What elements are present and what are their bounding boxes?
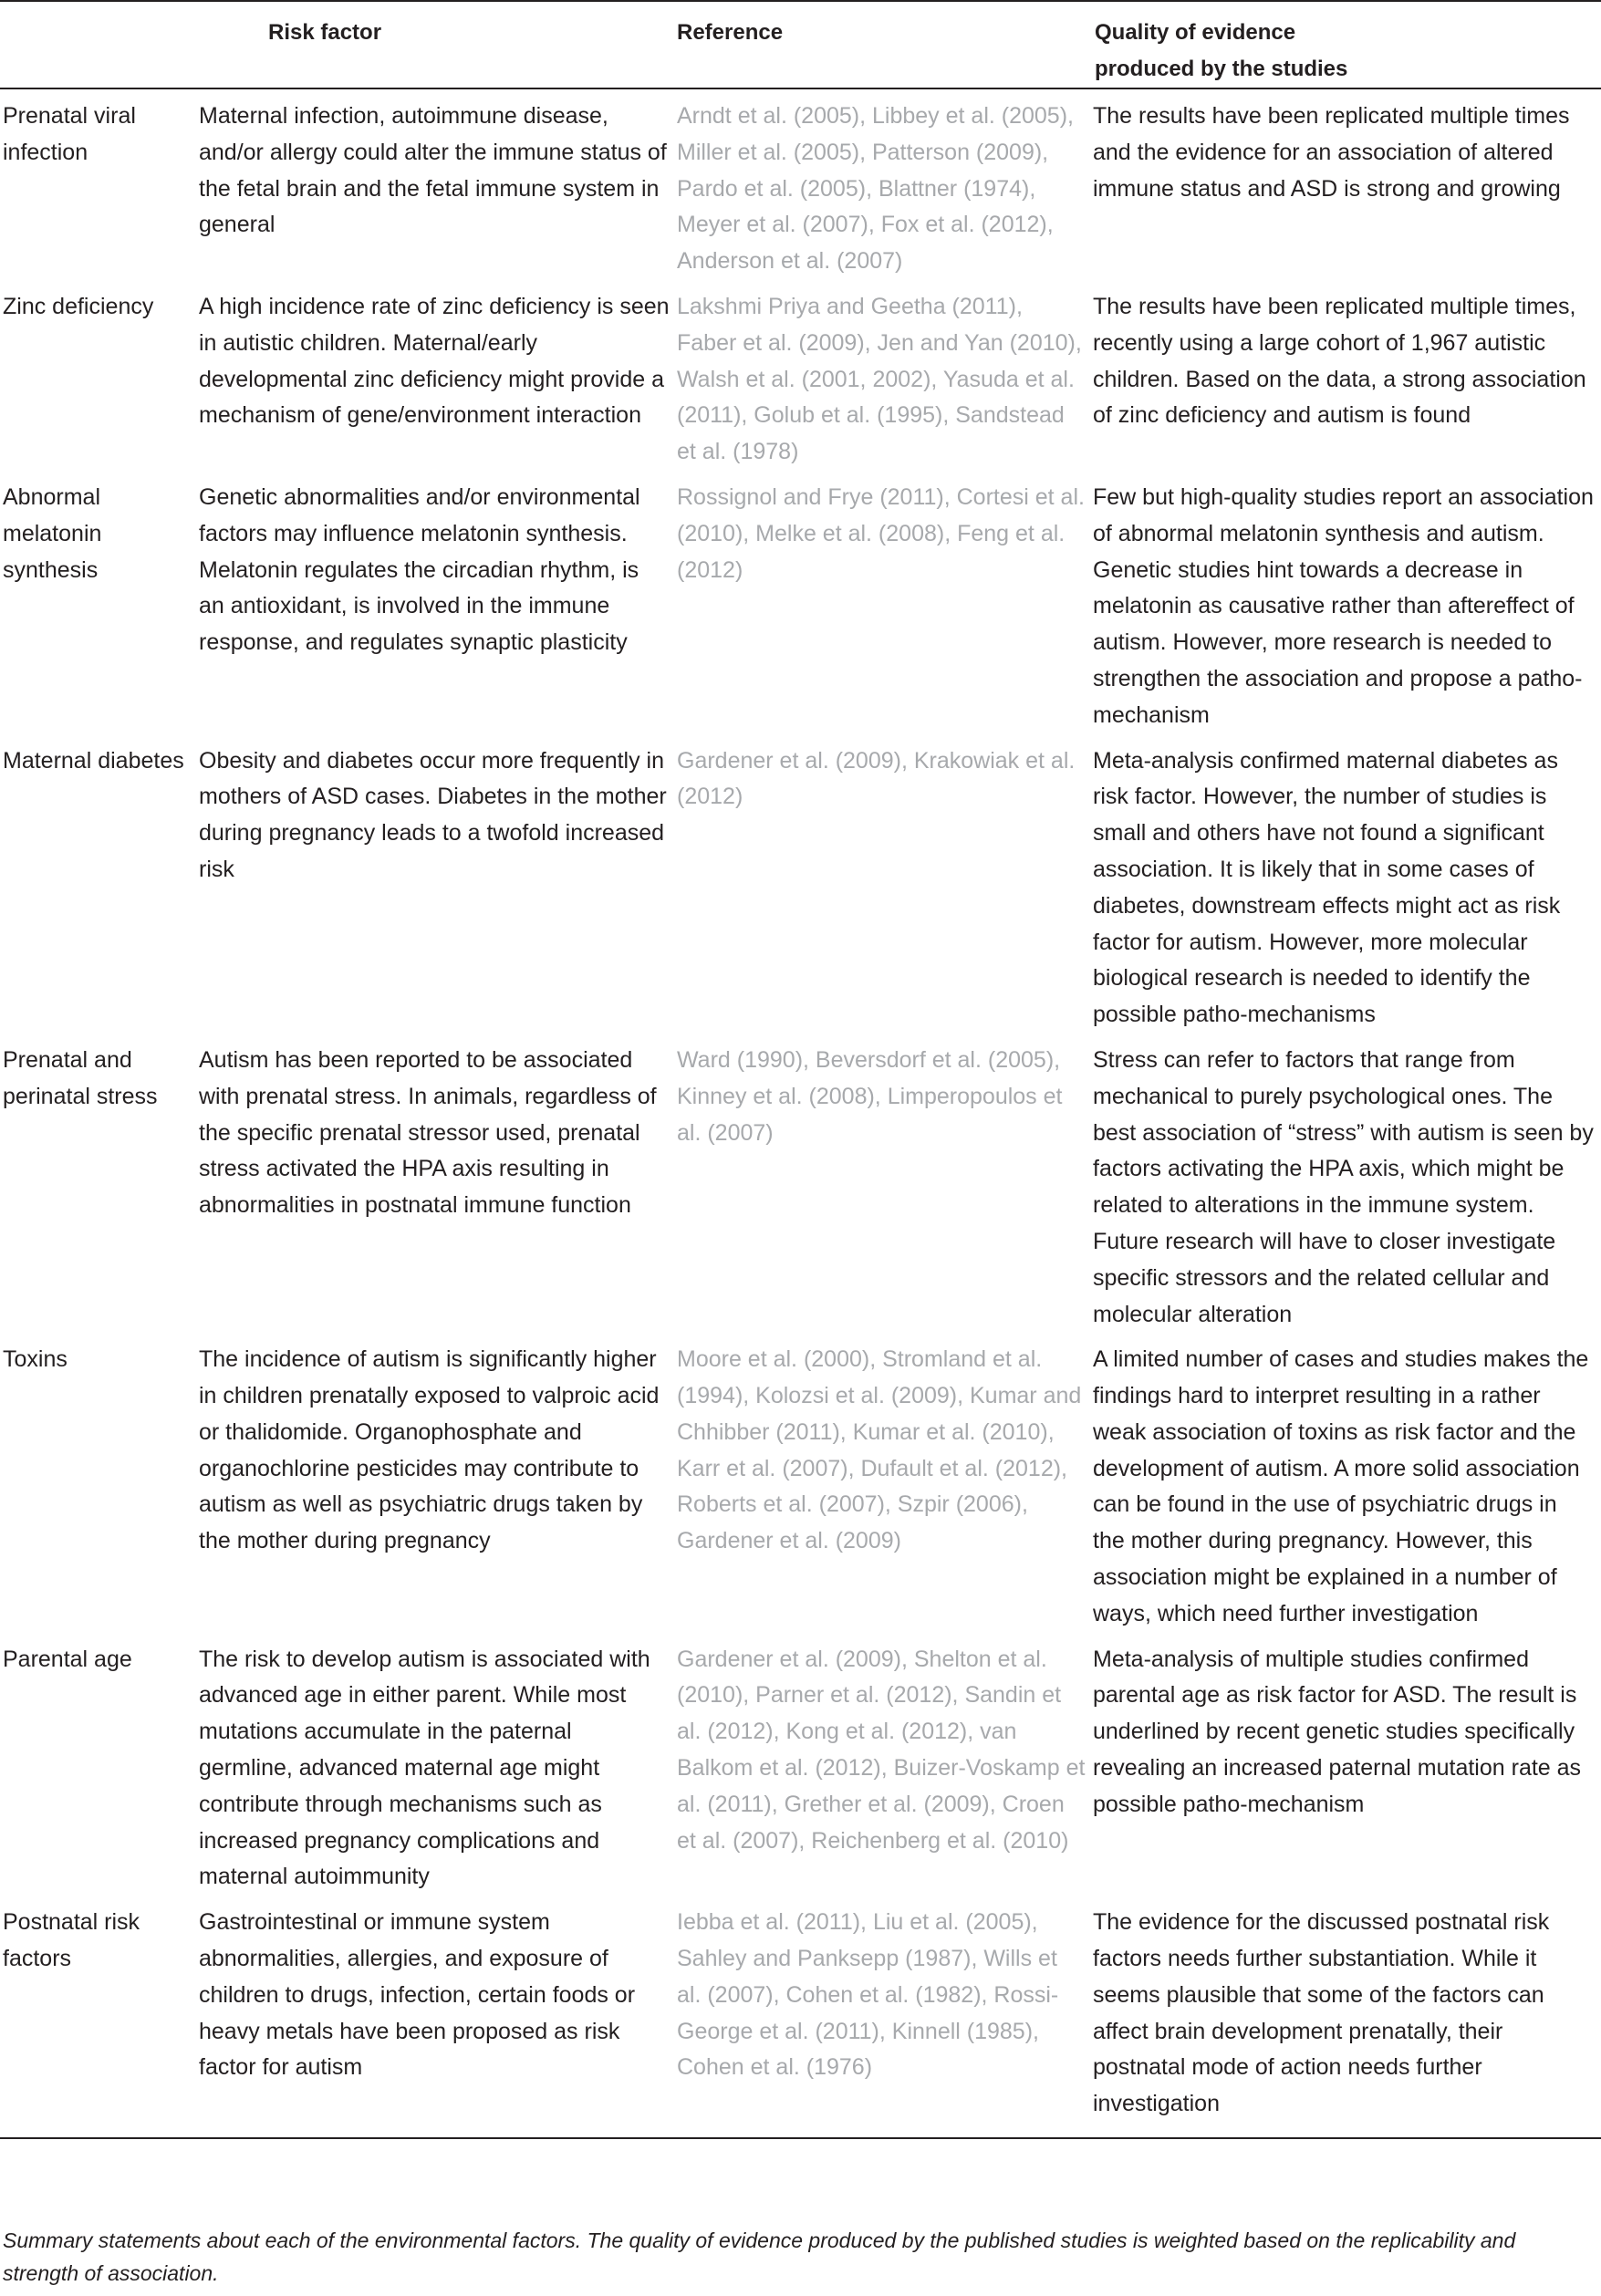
table-row (0, 280, 1601, 471)
reference-cell: Lakshmi Priya and Geetha (2011), Faber et al. (2009), Jen and Yan (2010), Walsh et al. (2001, 2002), Yasuda et al. (2011), Golub et al. (1995), Sandstead et al. (1978) (677, 293, 1082, 465)
table-row (0, 88, 1601, 280)
risk-description-cell: Obesity and diabetes occur more frequently in mothers of ASD cases. Diabetes in the mother during pregnancy leads to a twofold increased risk (199, 747, 667, 882)
factor-cell: Abnormal melatonin synthesis (3, 483, 102, 583)
risk-description-cell: The risk to develop autism is associated with advanced age in either parent. While most mutations accumulate in the paternal germline, advanced maternal age might contribute through mechanisms such as increased pregnancy complications and maternal autoimmunity (199, 1646, 650, 1890)
reference-cell: Moore et al. (2000), Stromland et al. (1994), Kolozsi et al. (2009), Kumar and Chhibber (2011), Kumar et al. (2010), Karr et al. (2007), Dufault et al. (2012), Roberts et al. (2007), Szpir (2006), Gardener et al. (2009) (677, 1346, 1082, 1554)
quality-of-evidence-cell: Meta-analysis of multiple studies confirmed parental age as risk factor for ASD. The result is underlined by recent genetic studies specifically revealing an increased paternal mutation rate as possible patho-mechanism (1093, 1646, 1582, 1817)
factor-cell: Toxins (3, 1346, 68, 1373)
table-row (0, 1633, 1601, 1896)
factor-cell: Prenatal viral infection (3, 103, 136, 165)
table-row (0, 1896, 1601, 2138)
quality-of-evidence-cell: A limited number of cases and studies makes the findings hard to interpret resulting in a rather weak association of toxins as risk factor and the development of autism. A more solid association can be found in the use of psychiatric drugs in the mother during pregnancy. However, this association might be explained in a number of ways, which need further investigation (1093, 1346, 1589, 1626)
factor-cell: Parental age (3, 1646, 132, 1672)
header-reference: Reference (677, 1, 1093, 88)
reference-cell: Iebba et al. (2011), Liu et al. (2005), Sahley and Panksepp (1987), Wills et al. (2007), Cohen et al. (1982), Rossi-George et al. (2011), Kinnell (1985), Cohen et al. (1976) (677, 1896, 1093, 2138)
table-body (0, 88, 1601, 2138)
header-factor (0, 1, 199, 88)
risk-description-cell: A high incidence rate of zinc deficiency is seen in autistic children. Maternal/early developmental zinc deficiency might provide a mechanism of gene/environment interaction (199, 293, 670, 429)
table-caption: Summary statements about each of the environmental factors. The quality of evidence produced by the published studies is weighted based on the replicability and strength of association. (3, 2228, 1516, 2285)
factor-cell: Zinc deficiency (3, 293, 154, 319)
reference-cell: Rossignol and Frye (2011), Cortesi et al. (2010), Melke et al. (2008), Feng et al. (2012) (677, 483, 1085, 583)
header-risk-factor: Risk factor (199, 1, 677, 88)
quality-of-evidence-cell: The evidence for the discussed postnatal risk factors needs further substantiation. While it seems plausible that some of the factors can affect brain development prenatally, their postnatal mode of action needs further investigation (1093, 1896, 1601, 2138)
risk-description-cell: Autism has been reported to be associated with prenatal stress. In animals, regardless of the specific prenatal stressor used, prenatal stress activated the HPA axis resulting in abnormalities in postnatal immune function (199, 1046, 657, 1219)
reference-cell: Gardener et al. (2009), Shelton et al. (2010), Parner et al. (2012), Sandin et al. (2012), Kong et al. (2012), van Balkom et al. (2012), Buizer-Voskamp et al. (2011), Grether et al. (2009), Croen et al. (2007), Reichenberg et al. (2010) (677, 1646, 1086, 1854)
quality-of-evidence-cell: The results have been replicated multiple times and the evidence for an association of altered immune status and ASD is strong and growing (1093, 103, 1570, 202)
header-row (0, 1, 1601, 88)
table-row (0, 1034, 1601, 1333)
table-row (0, 734, 1601, 1034)
factor-cell: Prenatal and perinatal stress (3, 1046, 158, 1109)
reference-cell: Arndt et al. (2005), Libbey et al. (2005), Miller et al. (2005), Patterson (2009), Pardo et al. (2005), Blattner (1974), Meyer et al. (2007), Fox et al. (2012), Anderson et al. (2007) (677, 103, 1074, 275)
quality-of-evidence-cell: Stress can refer to factors that range from mechanical to purely psychological ones. The best association of “stress” with autism is seen by factors activating the HPA axis, which might be related to alterations in the immune system. Future research will have to closer investigate specific stressors and the related cellular and molecular alteration (1093, 1046, 1594, 1327)
quality-of-evidence-cell: Few but high-quality studies report an association of abnormal melatonin synthesis and autism. Genetic studies hint towards a decrease in melatonin as causative rather than aftereffect of autism. However, more research is needed to strengthen the association and propose a patho-mechanism (1093, 483, 1594, 728)
quality-of-evidence-cell: Meta-analysis confirmed maternal diabetes as risk factor. However, the number of studies is small and others have not found a significant association. It is likely that in some cases of diabetes, downstream effects might act as risk factor for autism. However, more molecular biological research is needed to identify the possible patho-mechanisms (1093, 747, 1561, 1028)
quality-of-evidence-cell: The results have been replicated multiple times, recently using a large cohort of 1,967 autistic children. Based on the data, a strong association of zinc deficiency and autism is found (1093, 293, 1586, 429)
factor-cell: Postnatal risk factors (0, 1896, 199, 2138)
table-row (0, 471, 1601, 734)
reference-cell: Gardener et al. (2009), Krakowiak et al. (2012) (677, 747, 1076, 810)
reference-cell: Ward (1990), Beversdorf et al. (2005), Kinney et al. (2008), Limperopoulos et al. (2007) (677, 1046, 1063, 1146)
risk-description-cell: The incidence of autism is significantly higher in children prenatally exposed to valproic acid or thalidomide. Organophosphate and organochlorine pesticides may contribute to autism as well as psychiatric drugs taken by the mother during pregnancy (199, 1346, 660, 1554)
header-quality-of-evidence: Quality of evidence produced by the studies (1093, 1, 1601, 88)
risk-description-cell: Genetic abnormalities and/or environmental factors may influence melatonin synthesis. Melatonin regulates the circadian rhythm, is an antioxidant, is involved in the immune response, and regulates synaptic plasticity (199, 483, 640, 656)
risk-description-cell: Gastrointestinal or immune system abnormalities, allergies, and exposure of children to drugs, infection, certain foods or heavy metals have been proposed as risk factor for autism (199, 1896, 677, 2138)
table-header (0, 1, 1601, 88)
factor-cell: Maternal diabetes (3, 747, 184, 774)
table-row (0, 1333, 1601, 1632)
risk-description-cell: Maternal infection, autoimmune disease, and/or allergy could alter the immune status of the fetal brain and the fetal immune system in general (199, 103, 667, 238)
